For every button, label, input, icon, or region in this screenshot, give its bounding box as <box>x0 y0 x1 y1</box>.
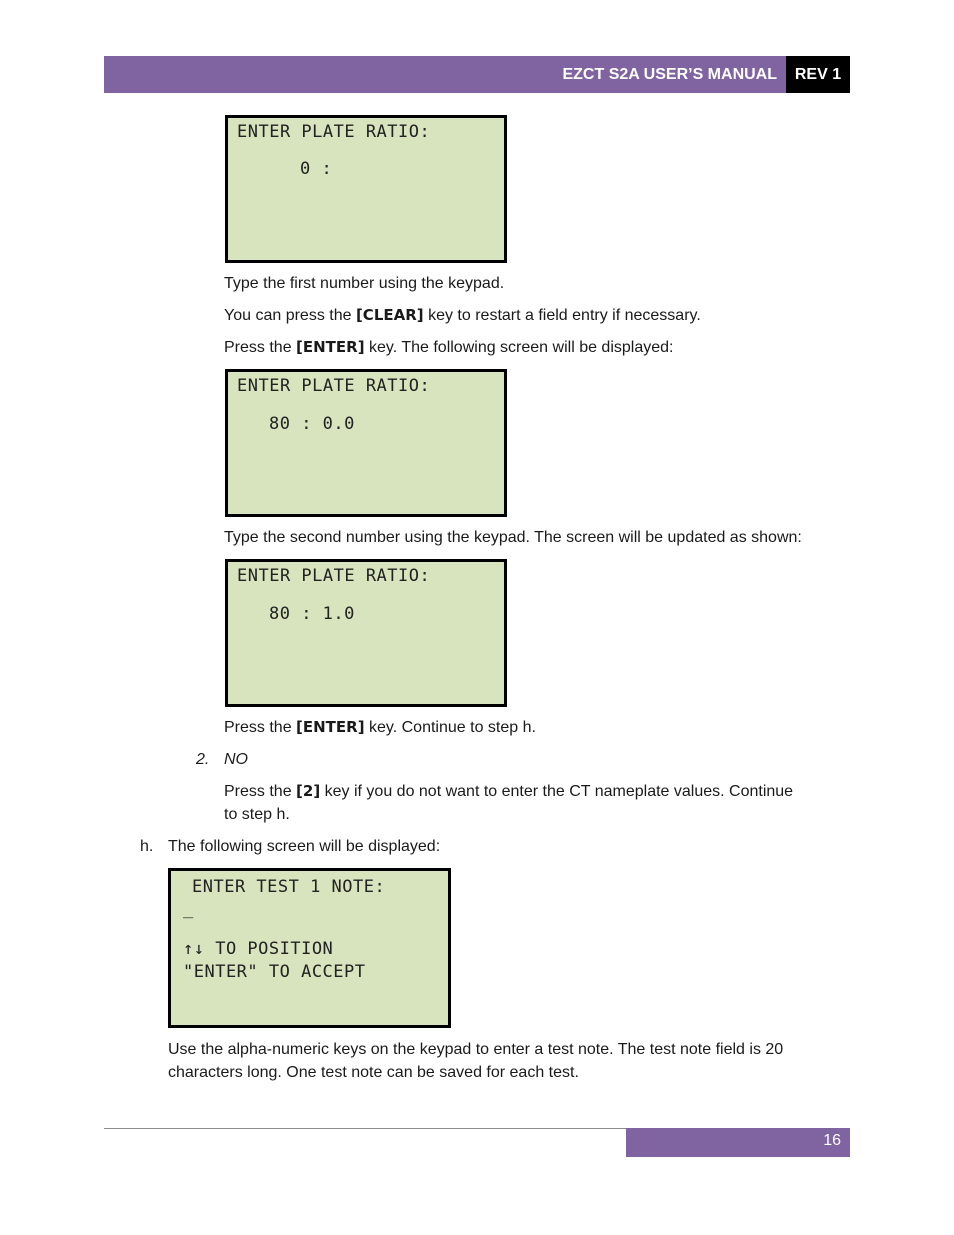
text: You can press the <box>224 307 356 324</box>
enter-key-label: [ENTER] <box>296 718 365 736</box>
instruction-test-note <box>168 1038 783 1084</box>
enter-key-label: [ENTER] <box>296 338 365 356</box>
revision-badge: REV 1 <box>786 56 850 93</box>
text: key. Continue to step h. <box>364 719 536 736</box>
instruction-enter-continue <box>224 716 536 739</box>
lcd-cursor: _ <box>183 899 194 919</box>
lcd-line: ENTER TEST 1 NOTE: <box>192 877 386 897</box>
clear-key-label: [CLEAR] <box>355 306 424 324</box>
lcd-line: ↑↓ TO POSITION <box>183 939 334 959</box>
step-letter: h. <box>140 838 154 855</box>
text: key to restart a field entry if necessary. <box>423 307 701 324</box>
lcd-line: 80 : 1.0 <box>269 604 355 624</box>
manual-title: EZCT S2A USER’S MANUAL <box>562 66 777 83</box>
text-line: characters long. One test note can be saved for each test. <box>168 1064 579 1081</box>
lcd-line: ENTER PLATE RATIO: <box>237 566 431 586</box>
instruction-first-number: Type the first number using the keypad. <box>224 275 505 292</box>
lcd-line: 80 : 0.0 <box>269 414 355 434</box>
header-bar <box>104 56 850 93</box>
lcd-line: ENTER PLATE RATIO: <box>237 122 431 142</box>
instruction-clear-key <box>224 304 701 327</box>
lcd-screen-plate-ratio-second <box>225 559 507 707</box>
page-number: 16 <box>823 1132 841 1149</box>
lcd-line: ENTER PLATE RATIO: <box>237 376 431 396</box>
text: Press the <box>224 783 297 800</box>
lcd-screen-plate-ratio-first <box>225 369 507 517</box>
instruction-no-nameplate-cont: to step h. <box>224 806 290 823</box>
lcd-screen-plate-ratio-empty <box>225 115 507 263</box>
text: Press the <box>224 719 297 736</box>
text: key. The following screen will be displayed: <box>364 339 674 356</box>
lcd-screen-test-note <box>168 868 451 1028</box>
text: Press the <box>224 339 297 356</box>
option-label: NO <box>224 751 248 768</box>
instruction-enter-key <box>224 336 673 359</box>
instruction-no-nameplate <box>224 780 793 803</box>
text: key if you do not want to enter the CT nameplate values. Continue <box>320 783 794 800</box>
option-number: 2. <box>196 751 210 768</box>
text-line: Use the alpha-numeric keys on the keypad to enter a test note. The test note field is 20 <box>168 1041 784 1058</box>
lcd-line: "ENTER" TO ACCEPT <box>183 962 366 982</box>
step-h-text: The following screen will be displayed: <box>168 838 441 855</box>
footer-bar <box>626 1128 850 1157</box>
instruction-second-number: Type the second number using the keypad. The screen will be updated as shown: <box>224 529 802 546</box>
footer-rule <box>104 1128 626 1129</box>
key-2-label: [2] <box>296 782 321 800</box>
lcd-line: 0 : <box>300 159 333 179</box>
